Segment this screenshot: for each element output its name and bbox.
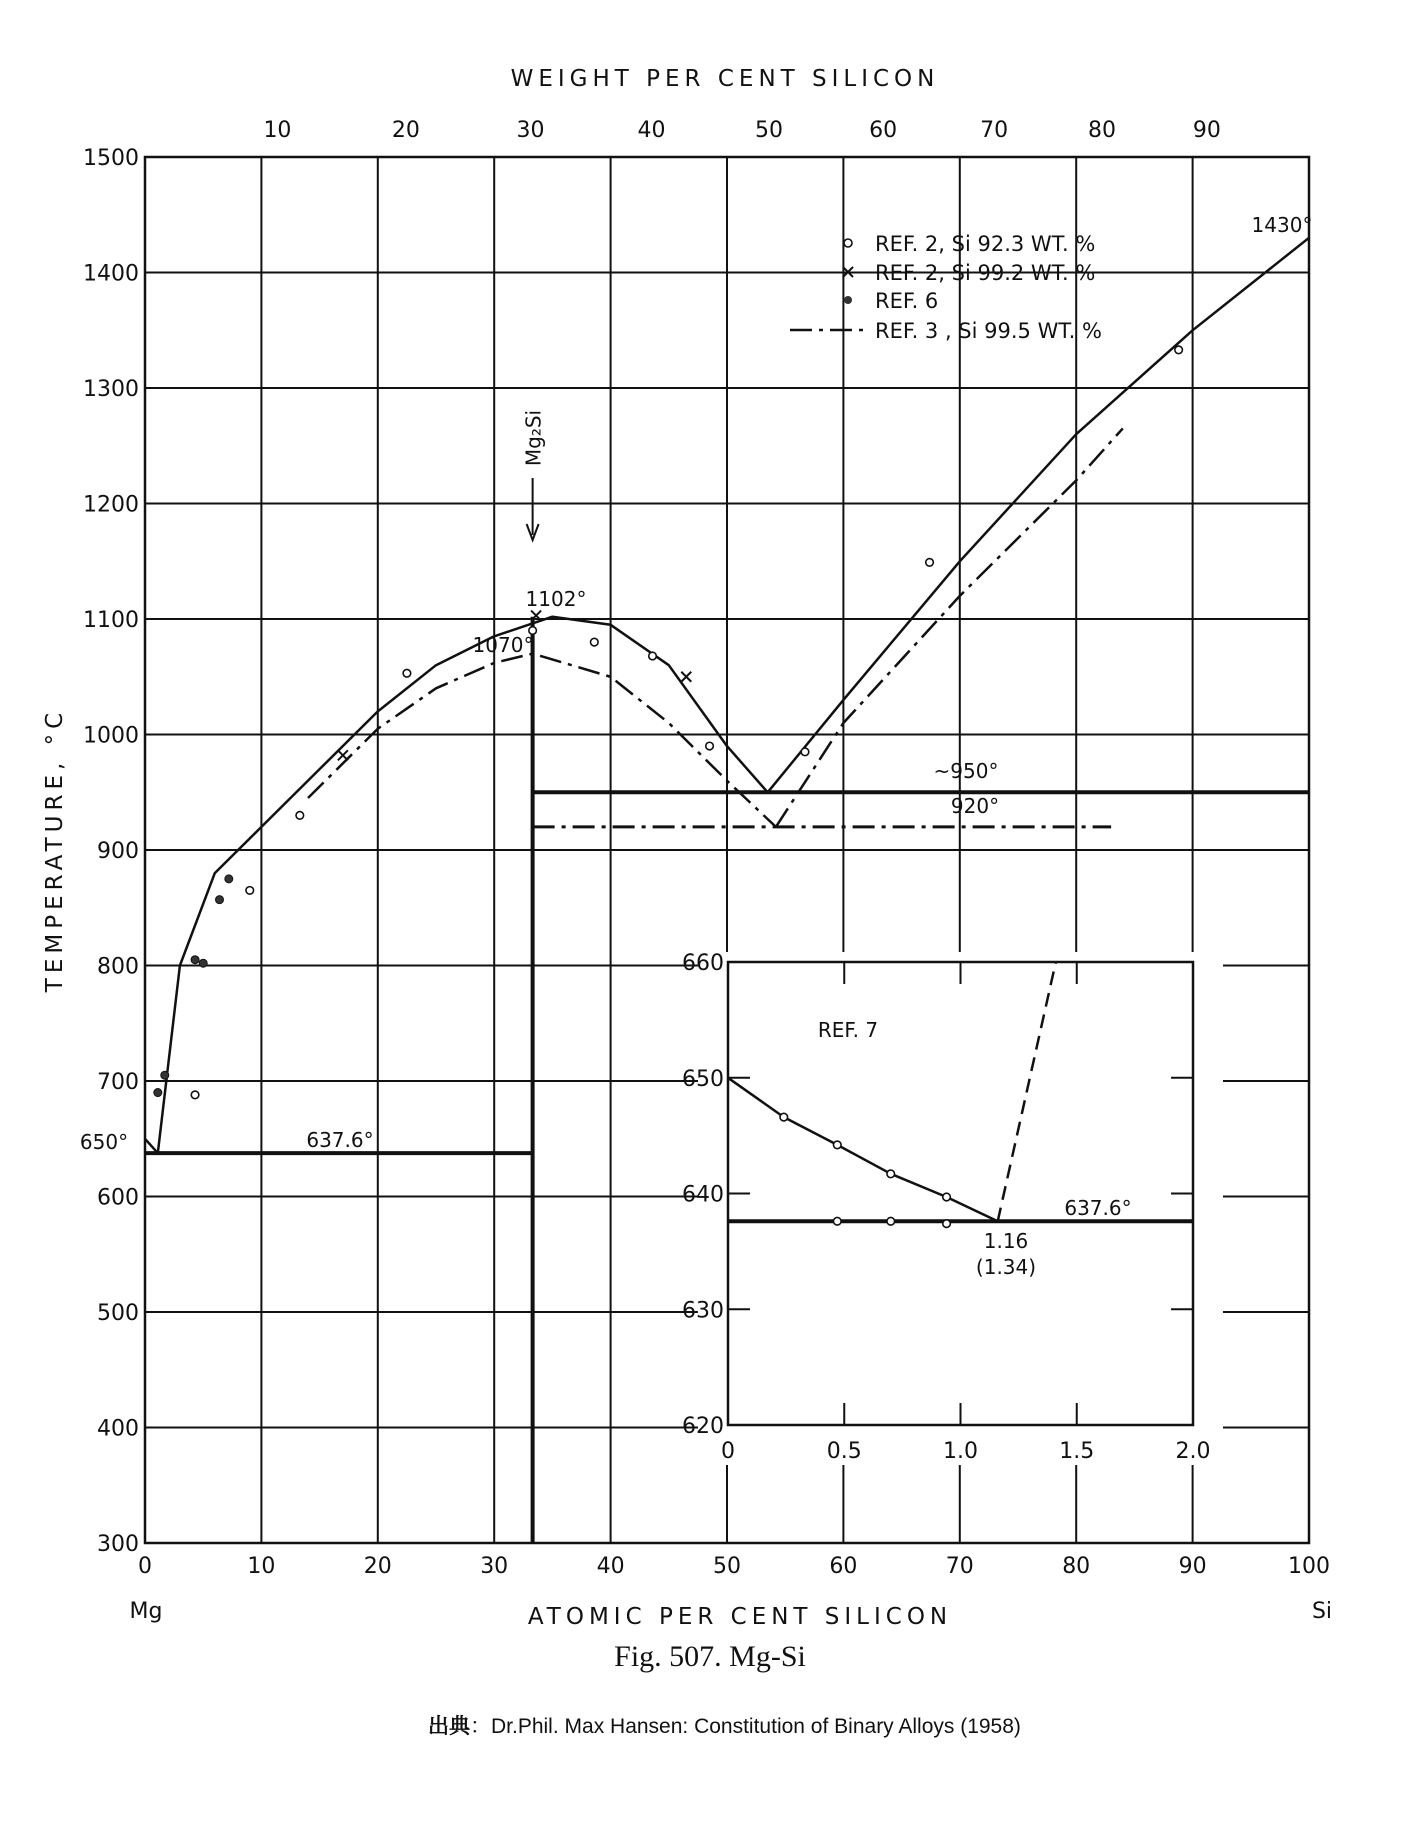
label-950: ~950° [933,759,999,783]
figure-caption: Fig. 507. Mg-Si [614,1640,806,1673]
y-tick-label: 400 [97,1416,139,1442]
data-point-cross [338,750,348,760]
label-637-main: 637.6° [306,1128,374,1152]
x-tick-label: 20 [363,1554,392,1579]
top-tick-label: 90 [1192,118,1221,143]
data-point-filled-circle [215,896,223,904]
series-line [145,1139,158,1153]
top-tick-label: 40 [637,118,666,143]
x-tick-label: 60 [829,1554,858,1579]
data-point-filled-circle [191,956,199,964]
top-axis-title: WEIGHT PER CENT SILICON [510,66,940,92]
top-tick-label: 20 [391,118,420,143]
x-end-label-si: Si [1311,1599,1333,1624]
y-tick-label: 1100 [83,608,139,633]
data-point-open-circle [591,638,599,646]
annotation-1430: 1430° [1251,213,1313,237]
y-tick-label: 1300 [83,377,139,402]
y-tick-label: 1000 [83,723,139,749]
data-point-open-circle [706,742,714,750]
x-tick-label: 90 [1178,1554,1207,1579]
annotation-1070: 1070° [472,633,534,657]
inset-y-tick-label: 660 [682,951,724,976]
y-tick-label: 300 [97,1532,139,1557]
y-tick-label: 600 [97,1185,139,1211]
data-point-open-circle [943,1193,951,1201]
annotation-650: 650° [79,1130,129,1154]
eutectic-value: 1.16 [983,1229,1029,1253]
y-tick-label: 500 [97,1301,139,1326]
data-point-open-circle [887,1217,895,1225]
data-point-open-circle [191,1091,199,1099]
data-point-open-circle [833,1217,841,1225]
label-637-inset: 637.6° [1064,1196,1132,1220]
inset-background [698,952,1223,1465]
data-point-open-circle [649,652,657,660]
data-point-open-circle [296,812,304,820]
top-tick-label: 10 [263,118,292,143]
y-tick-label: 1500 [83,146,139,171]
inset-x-tick-label: 1.5 [1059,1439,1095,1464]
data-point-open-circle [887,1170,895,1178]
inset-y-tick-label: 620 [682,1414,724,1439]
legend-marker-filled-circle [844,296,852,304]
inset-y-tick-label: 640 [682,1182,724,1208]
y-tick-label: 900 [97,839,139,864]
x-tick-label: 30 [480,1554,509,1579]
inset-x-tick-label: 0 [721,1439,735,1464]
data-point-filled-circle [161,1071,169,1079]
data-point-open-circle [1175,346,1183,354]
legend-marker-open-circle [844,239,852,247]
data-point-open-circle [926,559,934,567]
legend-entry: REF. 3 , Si 99.5 WT. % [875,319,1102,343]
x-tick-label: 80 [1062,1554,1091,1579]
top-tick-label: 30 [516,118,545,143]
inset-y-tick-label: 630 [682,1298,724,1324]
data-point-open-circle [943,1220,951,1228]
inset-plot-layer [682,951,1223,1465]
data-point-filled-circle [225,875,233,883]
inset-x-tick-label: 2.0 [1175,1439,1211,1464]
y-tick-label: 700 [97,1070,139,1095]
data-point-open-circle [833,1141,841,1149]
y-axis-title: TEMPERATURE, °C [42,707,68,993]
inset-x-tick-label: 0.5 [826,1439,862,1464]
legend [875,232,1102,343]
inset-x-tick-label: 1.0 [943,1439,978,1464]
inset-y-tick-label: 650 [682,1066,724,1092]
series-line [158,617,768,1153]
top-tick-label: 50 [755,118,784,143]
eutectic-value-weight: (1.34) [975,1255,1037,1279]
source-text: ：Dr.Phil. Max Hansen: Constitution of Binary Alloys (1958) [470,1715,1021,1738]
legend-entry: REF. 2, Si 92.3 WT. % [875,232,1096,256]
x-axis-title: ATOMIC PER CENT SILICON [527,1604,953,1630]
legend-entry: REF. 2, Si 99.2 WT. % [875,261,1096,285]
x-tick-label: 100 [1288,1554,1330,1579]
data-point-cross [681,672,691,682]
data-point-open-circle [246,887,254,895]
compound-label: Mg₂Si [521,409,546,467]
data-point-open-circle [801,748,809,756]
top-tick-label: 80 [1087,118,1116,143]
data-point-filled-circle [154,1089,162,1097]
y-tick-label: 1400 [83,261,139,287]
x-tick-label: 50 [713,1554,741,1579]
top-tick-label: 60 [869,118,898,143]
x-end-label-mg: Mg [129,1599,163,1624]
top-tick-label: 70 [980,118,1009,143]
x-tick-label: 0 [138,1554,152,1579]
legend-entry: REF. 6 [875,289,939,313]
label-920: 920° [950,794,1000,818]
x-tick-label: 40 [596,1554,625,1579]
data-point-open-circle [403,669,411,677]
annotation-1102: 1102° [525,587,587,611]
data-point-filled-circle [199,959,207,967]
x-tick-label: 70 [945,1554,974,1579]
y-tick-label: 800 [97,954,139,980]
data-point-open-circle [780,1113,788,1121]
source-prefix: 出典 [428,1715,470,1738]
y-tick-label: 1200 [83,492,139,518]
inset-title: REF. 7 [817,1018,879,1042]
x-tick-label: 10 [247,1554,276,1579]
